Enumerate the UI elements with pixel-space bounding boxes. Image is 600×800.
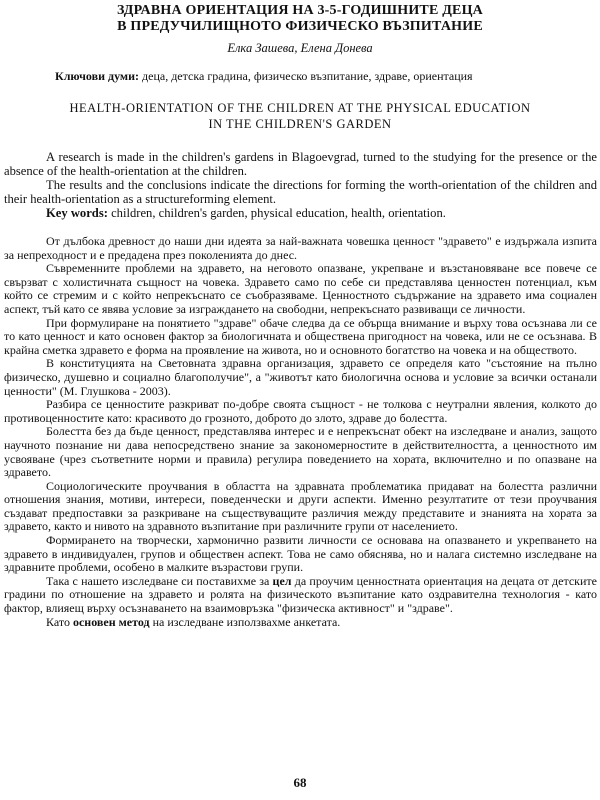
method-keyword: основен метод xyxy=(72,614,150,629)
method-text-pre: Като xyxy=(46,614,73,629)
body-paragraph-4: В конституцията на Световната здравна организация, здравето се определя като "състояние на пълно физическо, душевно и социално благополучие", а "животът като биологична основа и условие за всички останали ценности" (М. Глушкова - 2003). xyxy=(4,356,597,398)
abstract-en xyxy=(4,150,597,220)
goal-keyword: цел xyxy=(272,573,292,588)
keywords-en-text: children, children's garden, physical education, health, orientation. xyxy=(107,206,446,220)
body-paragraph-5: Разбира се ценностите разкриват по-добре своята същност - не толкова с неутрални явления, колкото до противоценностите като: красивото до грозното, доброто до злото, здраве до болестта. xyxy=(4,397,597,425)
authors: Елка Зашева, Елена Донева xyxy=(227,41,373,55)
goal-text-pre: Така с нашето изследване си поставихме за xyxy=(46,573,273,588)
body-text xyxy=(4,235,597,629)
body-paragraph-1: От дълбока древност до наши дни идеята за най-важната човешка ценност "здравето" е издържала изпита за непреходност и е предадена през поколенията до днес. xyxy=(4,234,597,262)
abstract-en-paragraph-2: The results and the conclusions indicate the directions for forming the worth-orientation of the children and their health-orientation as a structureforming element. xyxy=(4,178,597,206)
keywords-bg xyxy=(55,69,595,83)
keywords-bg-text: деца, детска градина, физическо възпитание, здраве, ориентация xyxy=(139,69,473,83)
title-bg-line-2: В ПРЕДУЧИЛИЩНОТО ФИЗИЧЕСКО ВЪЗПИТАНИЕ xyxy=(117,19,483,34)
keywords-en-label: Key words: xyxy=(46,206,108,220)
body-paragraph-3: При формулиране на понятието "здраве" обаче следва да се обърща внимание и върху това осъзнава ли се то като ценност и като основен фактор за биологичната и обществена пригодност на човека, или не се осъзнава. В крайна сметка здравето е форма на проявление на живота, но и основното богатство на човека и на обществото. xyxy=(4,315,597,357)
body-paragraph-2: Съвременните проблеми на здравето, на неговото опазване, укрепване и възстановяване все повече се свързват с холистичната същност на човека. Здравето само по себе си представлява ценностен потенциал, към който се стремим и с който непрекъснато се съобразяваме. Ценностното съдържание на здравето има социален аспект, тъй като се явява условие за изграждането на свободни, непрекъснато развиващи се личности. xyxy=(4,261,597,316)
keywords-bg-label: Ключови думи: xyxy=(55,69,140,83)
abstract-en-keywords xyxy=(4,206,597,220)
body-paragraph-8: Формирането на творчески, хармонично развити личности се основава на опазването и укрепването на здравето в индивидуален, групов и обществен аспект. Това не само обяснява, но и налага системно изследване на здравните проблеми, особено в малките възрастови групи. xyxy=(4,533,597,575)
page-number: 68 xyxy=(293,775,307,790)
body-paragraph-6: Болестта без да бъде ценност, представлява интерес и е непрекъснат обект на изследване и анализ, защото научното познание ни дава непосредствено знание за закономерностите в действителността, а ценностното им усвояване (чрез съответните норми и правила) регулира поведението на хората, включително и по опазване на здравето. xyxy=(4,424,597,480)
body-paragraph-7: Социологическите проучвания в областта на здравната проблематика придават на болестта различни отношения знания, мотиви, интереси, поведенчески и други аспекти. Именно резултатите от тези проучвания създават предпоставки за разкриване на съществуващите различия между представите и знанията на хората за здравето, както и нивото на здравното възпитание при различните групи от населението. xyxy=(4,478,597,534)
body-paragraph-10 xyxy=(4,616,597,630)
title-en-line-1: HEALTH-ORIENTATION OF THE CHILDREN AT THE PHYSICAL EDUCATION xyxy=(69,101,531,115)
body-paragraph-9 xyxy=(4,575,597,616)
title-bg-line-1: ЗДРАВНА ОРИЕНТАЦИЯ НА 3-5-ГОДИШНИТЕ ДЕЦА xyxy=(117,3,483,18)
title-en-line-2: IN THE CHILDREN'S GARDEN xyxy=(208,117,392,131)
method-text-post: на изследване използвахме анкетата. xyxy=(149,614,341,629)
abstract-en-paragraph-1: A research is made in the children's gardens in Blagoevgrad, turned to the studying for the presence or the absence of the health-orientation at the children. xyxy=(4,150,597,178)
goal-text-post: да проучим ценностната ориентация на децата от детските градини по отношение на здравето и ролята на физическото възпитание като оздравителна технология - като фактор, влияещ върху осъзнаването на взаимовръзка "физическа активност" и "здраве". xyxy=(4,573,597,616)
